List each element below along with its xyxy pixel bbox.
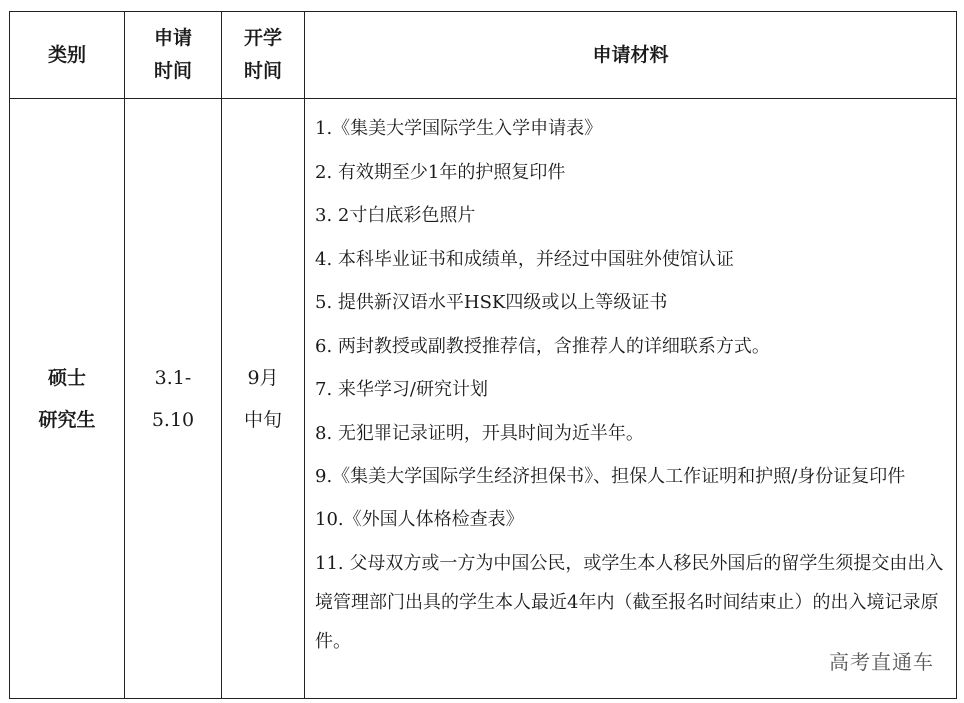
watermark: 高考直通车	[829, 650, 934, 674]
header-start-time	[222, 12, 305, 99]
header-category	[10, 12, 125, 99]
list-item: 3. 2寸白底彩色照片	[315, 205, 476, 226]
cell-start-time	[222, 99, 305, 699]
start-time-line2: 中旬	[243, 408, 282, 431]
list-item: 7. 来华学习/研究计划	[315, 379, 488, 400]
list-item: 2. 有效期至少1年的护照复印件	[315, 161, 566, 183]
category-line2: 研究生	[38, 408, 96, 431]
table-header-row	[10, 12, 957, 99]
cell-materials	[305, 99, 957, 699]
header-apply-time-line2: 时间	[153, 60, 192, 82]
list-item: 5. 提供新汉语水平HSK四级或以上等级证书	[315, 292, 668, 313]
apply-time-line2: 5.10	[151, 408, 195, 431]
list-item: 8. 无犯罪记录证明，开具时间为近半年。	[315, 422, 644, 444]
header-materials-label: 申请材料	[592, 43, 669, 66]
materials-list	[315, 107, 946, 663]
list-item: 6. 两封教授或副教授推荐信，含推荐人的详细联系方式。	[315, 335, 770, 357]
header-start-time-line1: 开学	[243, 27, 282, 49]
apply-time-line1: 3.1-	[154, 366, 192, 389]
cell-apply-time	[125, 99, 222, 699]
list-item: 10.《外国人体格检查表》	[315, 509, 524, 530]
header-category-label: 类别	[47, 43, 86, 66]
list-item: 11. 父母双方或一方为中国公民，或学生本人移民外国后的留学生须提交由出入境管理部门出具的学生本人最近4年内（截至报名时间结束止）的出入境记录原件。	[315, 552, 944, 652]
header-start-time-line2: 时间	[243, 60, 282, 82]
list-item: 1.《集美大学国际学生入学申请表》	[315, 118, 603, 139]
table-row	[10, 99, 957, 699]
header-apply-time	[125, 12, 222, 99]
header-apply-time-line1: 申请	[153, 27, 192, 49]
cell-category	[10, 99, 125, 699]
category-line1: 硕士	[47, 366, 86, 389]
application-table	[9, 11, 957, 699]
list-item: 4. 本科毕业证书和成绩单，并经过中国驻外使馆认证	[315, 248, 734, 270]
header-materials	[305, 12, 957, 99]
start-time-line1: 9月	[247, 366, 279, 389]
list-item: 9.《集美大学国际学生经济担保书》、担保人工作证明和护照/身份证复印件	[315, 466, 906, 487]
